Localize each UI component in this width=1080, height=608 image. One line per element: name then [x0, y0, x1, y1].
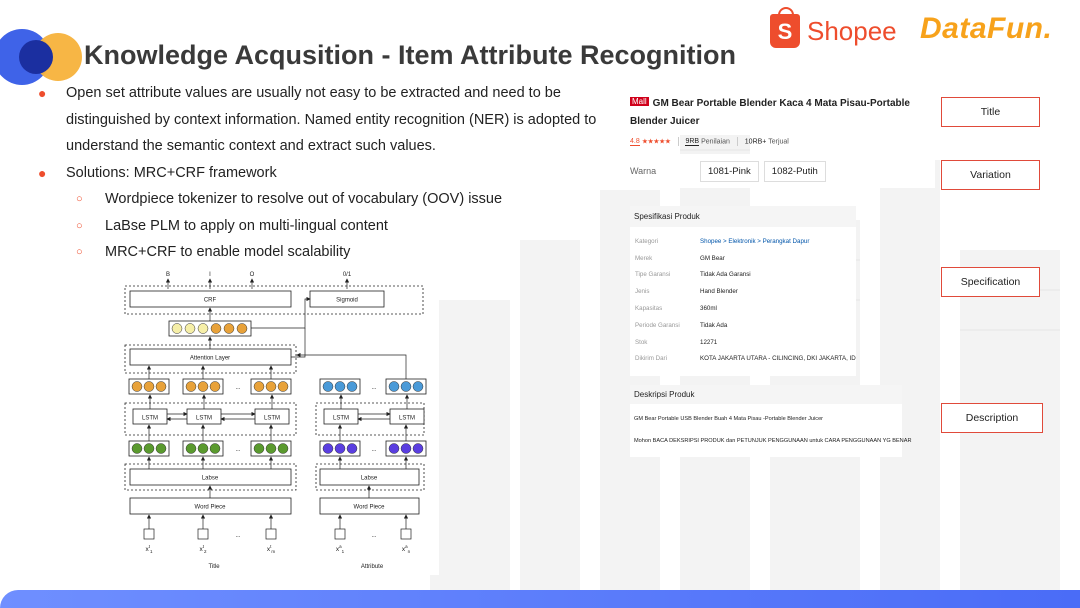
bullet-dot-icon: ●	[38, 85, 47, 101]
attr-token-box	[401, 529, 411, 539]
attr-embedding-unit	[413, 444, 423, 454]
attr-wordpiece-label: Word Piece	[353, 504, 385, 511]
title-token-box	[198, 529, 208, 539]
lstm-label: LSTM	[263, 415, 281, 422]
fused-unit	[211, 324, 221, 334]
ellipsis: ...	[235, 533, 241, 539]
title-label: Title	[941, 97, 1040, 127]
title-hidden-unit	[210, 382, 220, 392]
shopee-bag-icon: S	[770, 14, 800, 48]
title-embedding-unit	[132, 444, 142, 454]
attr-embedding-unit	[389, 444, 399, 454]
bullet-item	[38, 160, 613, 187]
variation-panel	[630, 154, 935, 188]
divider	[678, 137, 679, 146]
title-token-box	[144, 529, 154, 539]
spec-key: Kategori	[635, 237, 659, 245]
divider	[737, 137, 738, 146]
title-hidden-unit	[266, 382, 276, 392]
spec-value: GM Bear	[700, 254, 725, 262]
spec-key: Tipe Garansi	[635, 271, 671, 279]
attr-token-box	[335, 529, 345, 539]
title-hidden-unit	[198, 382, 208, 392]
bullet-line: understand the semantic context and extract such values.	[66, 138, 436, 154]
output-label-b: B	[165, 272, 171, 278]
title-token-label: $x^t_2$	[199, 544, 207, 554]
sold-count: 10RB+	[744, 138, 767, 146]
product-title-panel	[630, 93, 936, 146]
lstm-label: LSTM	[141, 415, 159, 422]
description-header: Deskripsi Produk	[630, 385, 902, 404]
fused-unit	[198, 324, 208, 334]
spec-value: Tidak Ada Garansi	[700, 271, 751, 279]
ellipsis: ...	[371, 447, 377, 453]
sub-bullet-ring-icon: ○	[76, 246, 83, 258]
spec-row	[630, 351, 856, 368]
description-panel	[630, 385, 912, 457]
star-rating-icon: ★★★★★	[641, 138, 671, 146]
shopee-logo	[770, 14, 897, 48]
sub-bullet-item	[38, 186, 613, 213]
slide-title: Knowledge Acqusition - Item Attribute Recognition	[84, 40, 736, 70]
title-token-box	[266, 529, 276, 539]
spec-key: Kapasitas	[635, 305, 663, 313]
spec-row	[630, 233, 856, 250]
title-token-label: $x^t_m$	[266, 544, 276, 554]
attr-hidden-unit	[413, 382, 423, 392]
attr-hidden-unit	[389, 382, 399, 392]
description-line: Mohon BACA DEKSRIPSI PRODUK dan PETUNJUK PENGGUNAAN untuk CARA PENGGUNAAN YG BENAR	[634, 438, 912, 444]
spec-row	[630, 250, 856, 267]
title-embedding-unit	[156, 444, 166, 454]
attr-embedding-unit	[401, 444, 411, 454]
bullet-line: distinguished by context information. Named entity recognition (NER) is adopted to	[66, 111, 597, 128]
attr-hidden-unit	[347, 382, 357, 392]
spec-value: KOTA JAKARTA UTARA - CILINCING, DKI JAKARTA, ID	[700, 355, 856, 363]
attr-embedding-unit	[347, 444, 357, 454]
output-label-o: O	[249, 272, 255, 278]
spec-key: Jenis	[635, 288, 650, 296]
fused-unit	[185, 324, 195, 334]
spec-row	[630, 300, 856, 317]
reviews-label: Penilaian	[701, 138, 730, 146]
spec-value: 360ml	[700, 305, 717, 313]
spec-key: Stok	[635, 338, 648, 346]
title-hidden-unit	[186, 382, 196, 392]
fused-unit	[224, 324, 234, 334]
specification-label: Specification	[941, 267, 1040, 297]
sub-bullet-text: LaBse PLM to apply on multi-lingual content	[105, 217, 388, 234]
fused-unit	[172, 324, 182, 334]
bullet-list	[38, 80, 613, 266]
spec-value: Tidak Ada	[700, 321, 728, 329]
attention-layer-label: Attention Layer	[189, 355, 231, 362]
title-embedding-unit	[198, 444, 208, 454]
output-label-sigmoid: 0/1	[342, 272, 352, 278]
sold-label: Terjual	[768, 138, 789, 146]
ellipsis: ...	[371, 385, 377, 391]
title-embedding-unit	[278, 444, 288, 454]
datafun-logo: DataFun.	[920, 12, 1053, 45]
title-hidden-unit	[278, 382, 288, 392]
title-embedding-unit	[186, 444, 196, 454]
shopee-wordmark: Shopee	[807, 15, 897, 46]
bullet-item	[38, 80, 613, 160]
variation-option[interactable]: 1082-Putih	[764, 161, 826, 182]
variation-option[interactable]: 1081-Pink	[700, 161, 759, 182]
title-token-label: $x^t_1$	[145, 544, 153, 554]
attr-token-label: $x^a_n$	[401, 544, 411, 554]
title-embedding-unit	[254, 444, 264, 454]
attr-embedding-unit	[335, 444, 345, 454]
variation-label: Warna	[630, 166, 657, 176]
spec-value: Hand Blender	[700, 288, 738, 296]
attr-token-label: $x^a_1$	[335, 544, 345, 554]
spec-key: Dikirim Dari	[635, 355, 667, 363]
title-wordpiece-label: Word Piece	[194, 504, 226, 511]
ellipsis: ...	[235, 447, 241, 453]
crf-label: CRF	[203, 297, 217, 304]
title-embedding-unit	[266, 444, 276, 454]
lstm-label: LSTM	[398, 415, 416, 422]
description-label: Description	[941, 403, 1043, 433]
spec-value: 12271	[700, 338, 718, 346]
spec-row	[630, 267, 856, 284]
output-label-i: I	[209, 272, 211, 278]
attr-to-attention-arrow	[297, 355, 406, 379]
bullet-dot-icon: ●	[38, 164, 47, 181]
ellipsis: ...	[235, 385, 241, 391]
title-hidden-unit	[144, 382, 154, 392]
category-breadcrumb[interactable]: Shopee > Elektronik > Perangkat Dapur	[700, 237, 810, 245]
fused-unit	[237, 324, 247, 334]
title-hidden-unit	[156, 382, 166, 392]
attr-labse-label: Labse	[360, 475, 378, 482]
rating-score: 4.8	[630, 138, 640, 146]
attribute-group-label: Attribute	[360, 564, 384, 570]
sub-bullet-ring-icon: ○	[76, 219, 83, 232]
title-embedding-unit	[144, 444, 154, 454]
reviews-count[interactable]: 9RB	[685, 138, 700, 146]
title-group-label: Title	[208, 564, 220, 570]
sigmoid-label: Sigmoid	[336, 297, 358, 304]
bullet-line: Open set attribute values are usually not easy to be extracted and need to be	[66, 85, 561, 101]
bullet-line: Solutions: MRC+CRF framework	[66, 164, 277, 181]
sub-bullet-text: Wordpiece tokenizer to resolve out of vocabulary (OOV) issue	[105, 191, 503, 207]
title-embedding-unit	[210, 444, 220, 454]
specification-panel	[630, 206, 856, 376]
attr-hidden-unit	[323, 382, 333, 392]
product-ratings	[630, 137, 936, 146]
attr-embedding-unit	[323, 444, 333, 454]
attr-hidden-unit	[401, 382, 411, 392]
mall-badge: Mall	[632, 97, 647, 107]
title-hidden-unit	[254, 382, 264, 392]
lstm-label: LSTM	[332, 415, 350, 422]
title-hidden-unit	[132, 382, 142, 392]
spec-row	[630, 334, 856, 351]
spec-key: Periode Garansi	[635, 321, 680, 329]
model-architecture-diagram	[117, 267, 439, 575]
description-line: GM Bear Portable USB Blender Buah 4 Mata Pisau -Portable Blender Juicer	[634, 416, 824, 422]
sub-bullet-ring-icon: ○	[76, 193, 83, 205]
spec-header: Spesifikasi Produk	[630, 206, 856, 227]
variation-label-box: Variation	[941, 160, 1040, 190]
lstm-label: LSTM	[195, 415, 213, 422]
sub-bullet-item	[38, 239, 613, 266]
sub-bullet-text: MRC+CRF to enable model scalability	[105, 244, 351, 260]
product-name[interactable]: GM Bear Portable Blender Kaca 4 Mata Pisau-Portable Blender Juicer	[630, 98, 910, 127]
title-labse-label: Labse	[201, 475, 219, 482]
sub-bullet-item	[38, 213, 613, 240]
spec-row	[630, 283, 856, 300]
ellipsis: ...	[371, 533, 377, 539]
attr-hidden-unit	[335, 382, 345, 392]
spec-row	[630, 317, 856, 334]
spec-key: Merek	[635, 254, 653, 262]
bottom-bar	[0, 590, 1080, 608]
